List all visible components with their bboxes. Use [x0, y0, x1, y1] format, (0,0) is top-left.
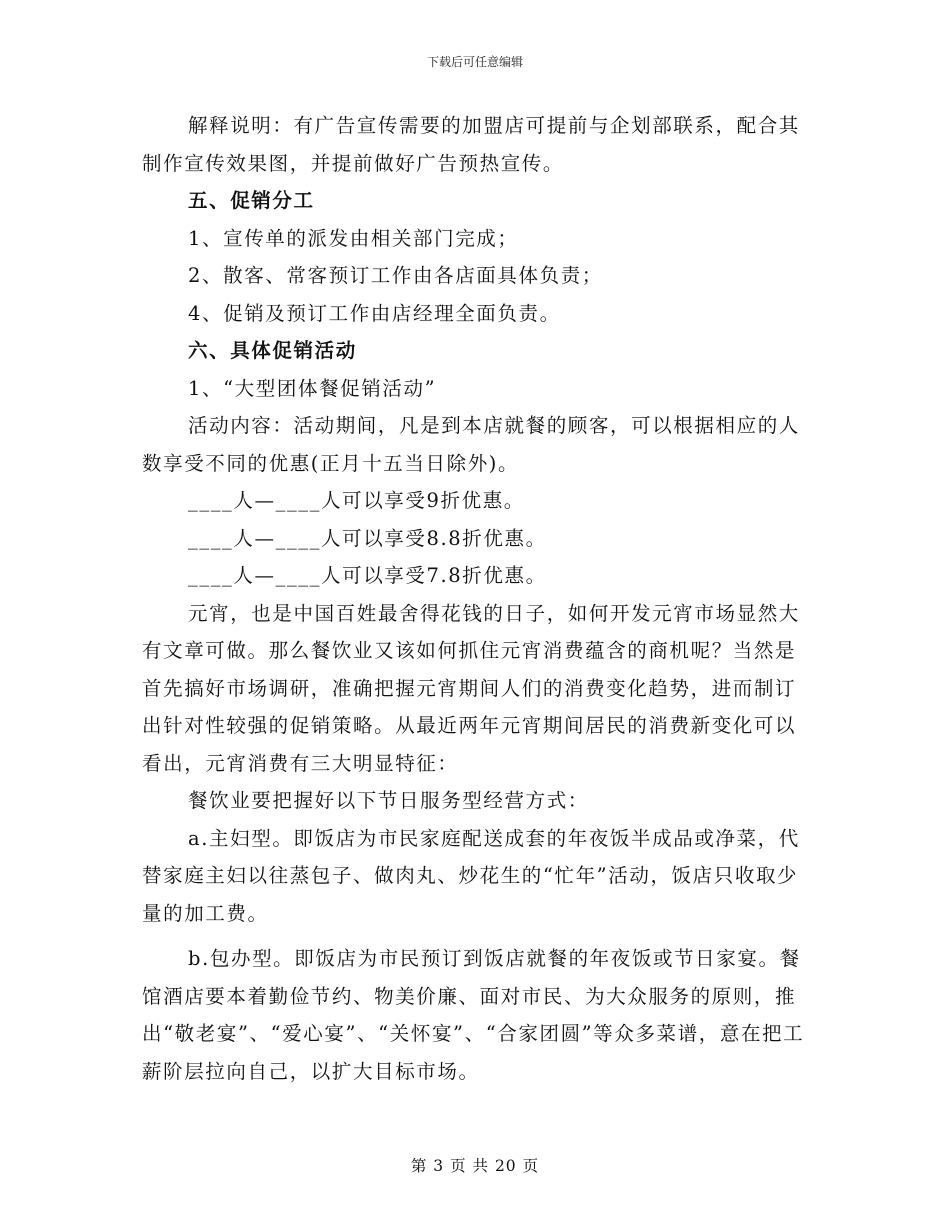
discount-line: ____人—____人可以享受8.8折优惠。	[188, 526, 547, 550]
discount-line: ____人—____人可以享受7.8折优惠。	[188, 564, 547, 587]
discount-line: ____人—____人可以享受9折优惠。	[188, 489, 525, 512]
paragraph-mode-b: b.包办型。即饭店为市民预订到饭店就餐的年夜饭或节日家宴。餐馆酒店要本着勤俭节约、物美价廉、面对市民、为大众服务的原则，推出“敬老宴”、“爱心宴”、“关怀宴”、“合家团圆”等众多菜谱，意在把工薪阶层拉向自己，以扩大目标市场。	[142, 947, 805, 1083]
list-item: 4、促销及预订工作由店经理全面负责。	[188, 301, 561, 325]
list-item: 2、散客、常客预订工作由各店面具体负责；	[188, 264, 603, 287]
document-body	[142, 107, 808, 1090]
heading-section-6: 六、具体促销活动	[188, 339, 357, 362]
paragraph-explanation: 解释说明：有广告宣传需要的加盟店可提前与企划部联系，配合其制作宣传效果图，并提前做好广告预热宣传。	[142, 114, 800, 175]
list-item: 1、宣传单的派发由相关部门完成；	[188, 226, 519, 250]
paragraph-lantern-festival: 元宵，也是中国百姓最舍得花钱的日子，如何开发元宵市场显然大有文章可做。那么餐饮业又该如何抓住元宵消费蕴含的商机呢？当然是首先搞好市场调研，准确把握元宵期间人们的消费变化趋势，进而制订出针对性较强的促销策略。从最近两年元宵期间居民的消费新变化可以看出，元宵消费有三大明显特征：	[142, 601, 800, 775]
heading-section-5: 五、促销分工	[188, 189, 315, 212]
paragraph-mode-a: a.主妇型。即饭店为市民家庭配送成套的年夜饭半成品或净菜，代替家庭主妇以往蒸包子、做肉丸、炒花生的“忙年”活动，饭店只收取少量的加工费。	[142, 826, 800, 925]
page-number-footer: 第 3 页 共 20 页	[410, 1157, 540, 1175]
paragraph-activity-content: 活动内容：活动期间，凡是到本店就餐的顾客，可以根据相应的人数享受不同的优惠(正月十五当日除外)。	[142, 414, 800, 475]
page-header-note: 下载后可任意编辑	[426, 55, 523, 69]
subheading-activity-1: 1、“大型团体餐促销活动”	[188, 376, 437, 400]
paragraph-service-modes: 餐饮业要把握好以下节日服务型经营方式：	[188, 789, 589, 812]
